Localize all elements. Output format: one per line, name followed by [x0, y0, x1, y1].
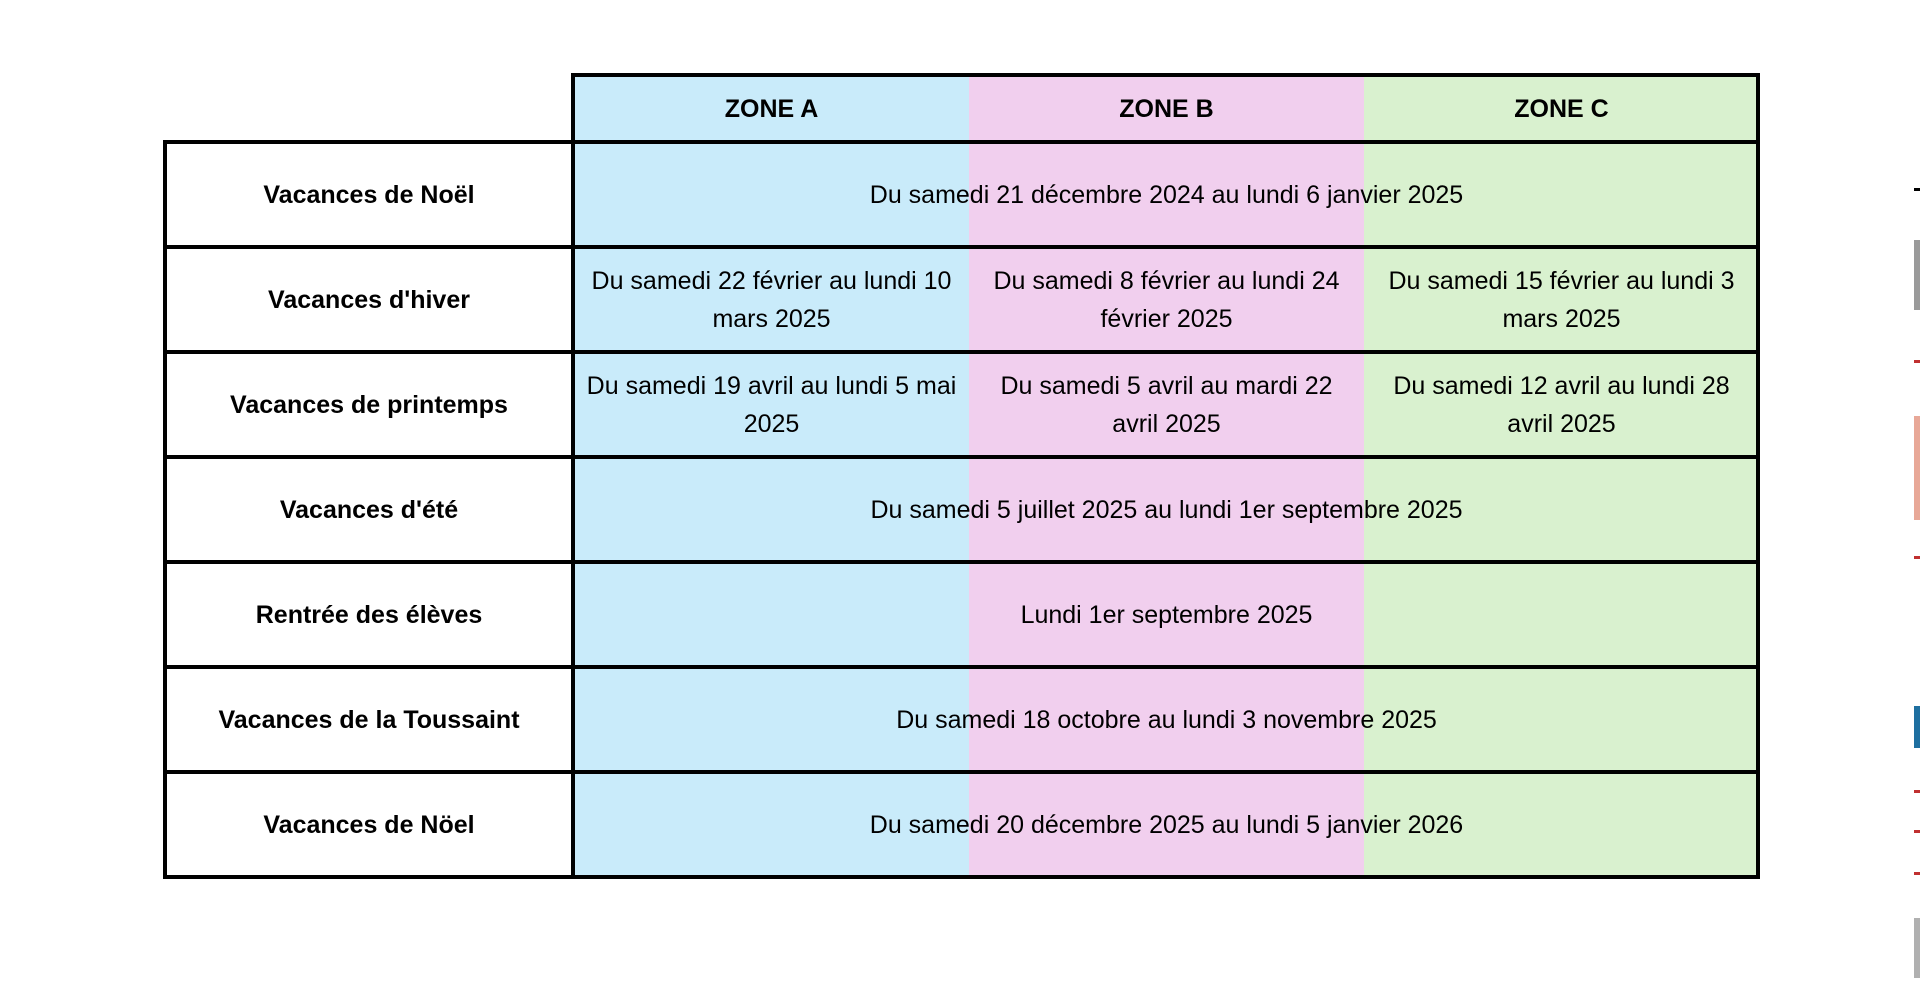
table-border-bottom	[163, 875, 1760, 879]
edge-artifact	[1914, 790, 1920, 793]
edge-artifact	[1914, 872, 1920, 875]
row-divider	[163, 455, 1760, 459]
label-column-divider	[571, 73, 575, 879]
row-divider	[163, 245, 1760, 249]
header-zone-c: ZONE C	[1514, 94, 1609, 123]
row-divider	[163, 350, 1760, 354]
edge-artifact	[1914, 556, 1920, 559]
dates-ete: Du samedi 5 juillet 2025 au lundi 1er septembre 2025	[870, 495, 1463, 524]
dates-hiver-zone-c: Du samedi 15 février au lundi 3 mars 2025	[1388, 267, 1735, 333]
edge-artifact	[1914, 706, 1920, 748]
row-label-ete: Vacances d'été	[279, 495, 459, 524]
dates-printemps-zone-b: Du samedi 5 avril au mardi 22 avril 2025	[1000, 372, 1333, 438]
dates-hiver-zone-b: Du samedi 8 février au lundi 24 février 2025	[993, 267, 1340, 333]
row-divider	[163, 140, 1760, 144]
edge-artifact	[1914, 240, 1920, 310]
row-divider	[163, 560, 1760, 564]
dates-noel-2025: Du samedi 20 décembre 2025 au lundi 5 janvier 2026	[869, 810, 1464, 839]
row-label-toussaint: Vacances de la Toussaint	[218, 705, 520, 734]
header-zone-a: ZONE A	[724, 94, 819, 123]
table-border-right	[1756, 73, 1760, 879]
dates-rentree: Lundi 1er septembre 2025	[1020, 600, 1313, 629]
edge-artifact	[1914, 918, 1920, 978]
dates-printemps-zone-c: Du samedi 12 avril au lundi 28 avril 2025	[1393, 372, 1730, 438]
edge-artifact	[1914, 830, 1920, 833]
dates-noel-2024: Du samedi 21 décembre 2024 au lundi 6 janvier 2025	[869, 180, 1464, 209]
table-border-top	[572, 73, 1760, 77]
edge-artifact	[1914, 360, 1920, 363]
dates-printemps-zone-a: Du samedi 19 avril au lundi 5 mai 2025	[586, 372, 957, 438]
row-label-noel-2024: Vacances de Noël	[263, 180, 475, 209]
row-label-rentree: Rentrée des élèves	[255, 600, 483, 629]
row-divider	[163, 665, 1760, 669]
table-border-left	[163, 140, 167, 879]
row-label-hiver: Vacances d'hiver	[268, 285, 470, 314]
row-label-noel-2025: Vacances de Nöel	[263, 810, 475, 839]
dates-hiver-zone-a: Du samedi 22 février au lundi 10 mars 2025	[591, 267, 952, 333]
edge-artifact	[1914, 416, 1920, 520]
header-zone-b: ZONE B	[1119, 94, 1214, 123]
row-label-printemps: Vacances de printemps	[230, 390, 508, 419]
dates-toussaint: Du samedi 18 octobre au lundi 3 novembre 2025	[896, 705, 1437, 734]
row-divider	[163, 770, 1760, 774]
edge-artifact	[1914, 188, 1920, 191]
